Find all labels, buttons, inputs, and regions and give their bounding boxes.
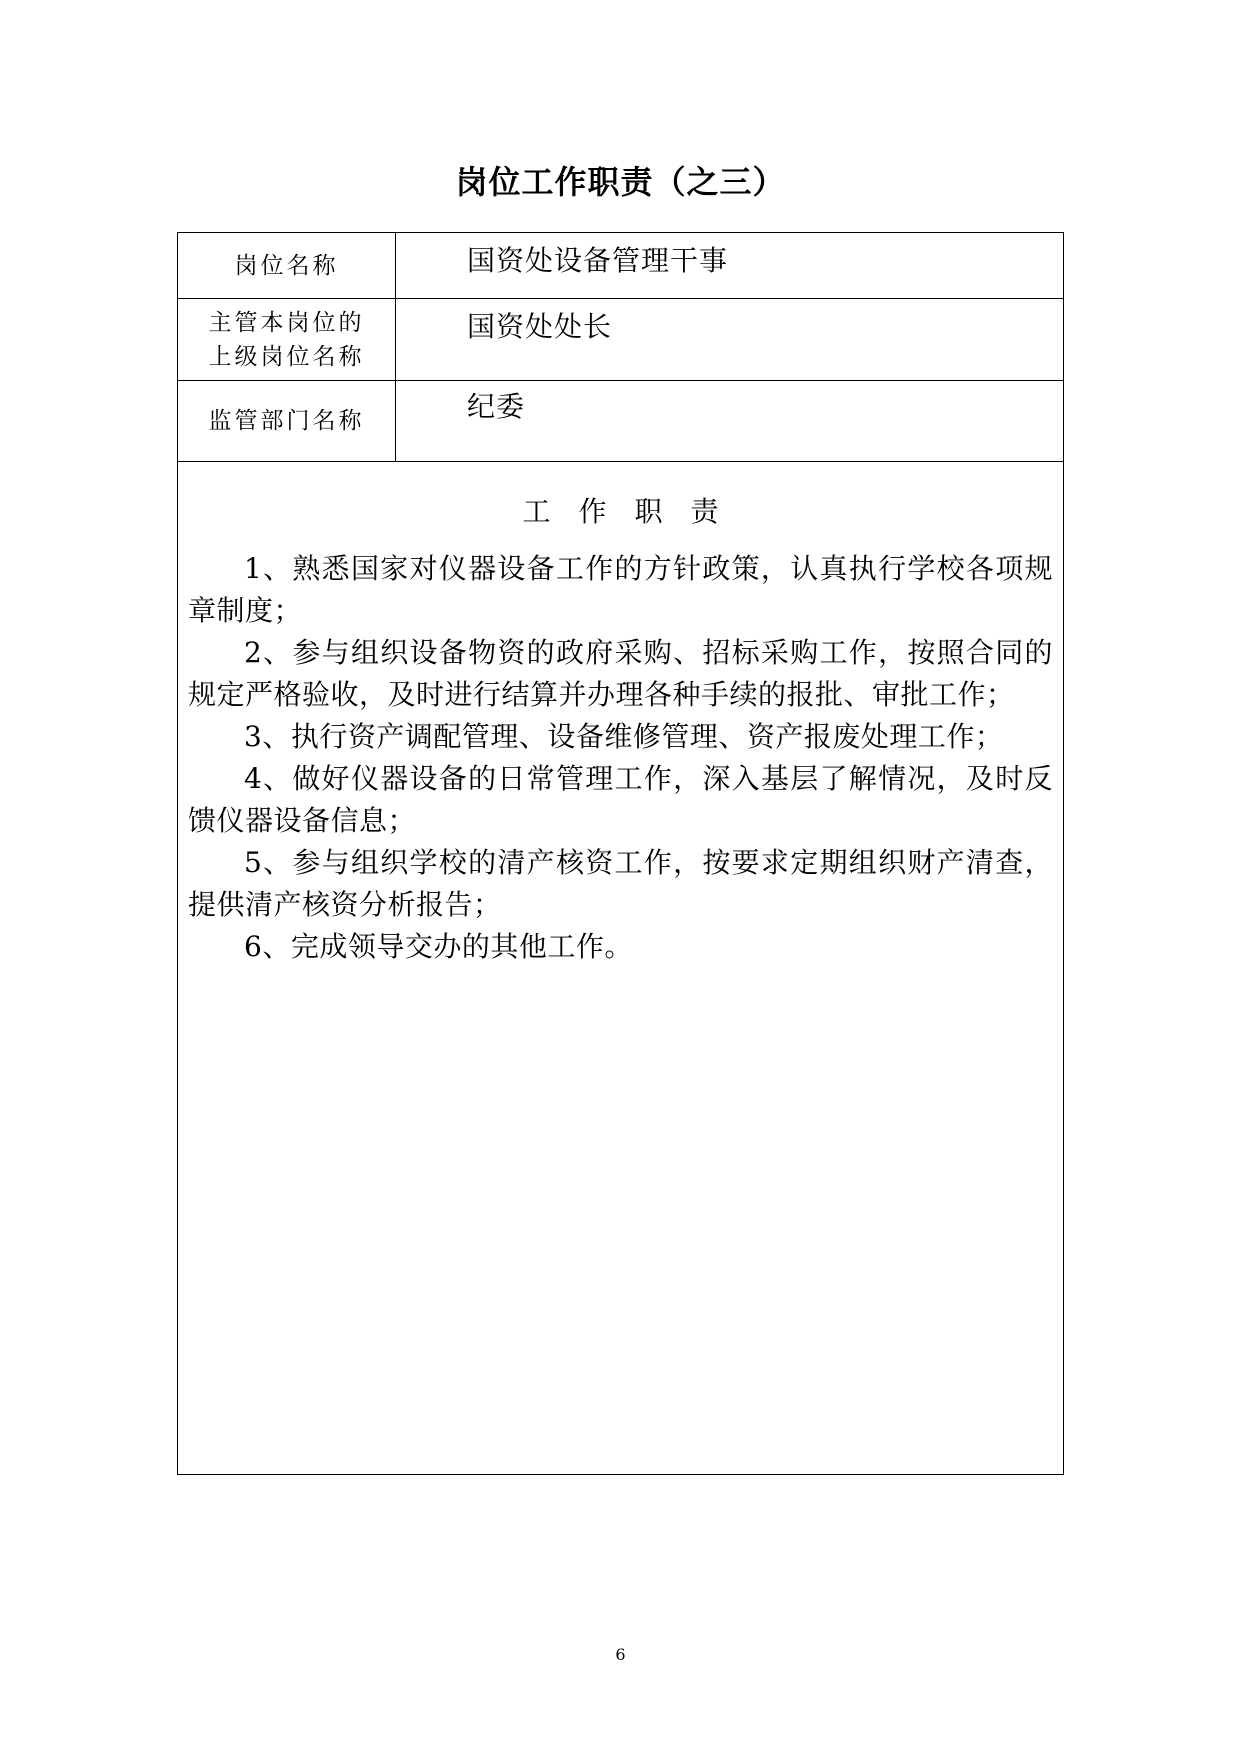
- page-title: 岗位工作职责（之三）: [455, 163, 786, 201]
- duties-heading: 工作职责: [522, 495, 747, 528]
- table-row-oversight-department: [178, 381, 1063, 462]
- oversight-department-label: 监管部门名称: [178, 381, 396, 461]
- position-name-value: 国资处设备管理干事: [467, 244, 729, 277]
- duty-item: 5、参与组织学校的清产核资工作，按要求定期组织财产清查，提供清产核资分析报告；: [188, 846, 1053, 921]
- duty-item: 3、执行资产调配管理、设备维修管理、资产报废处理工作；: [244, 720, 1004, 753]
- oversight-department-value: 纪委: [467, 390, 526, 423]
- duty-list: [188, 548, 1053, 968]
- duty-item: 6、完成领导交办的其他工作。: [244, 930, 633, 963]
- duty-item: 1、熟悉国家对仪器设备工作的方针政策，认真执行学校各项规章制度；: [188, 552, 1053, 627]
- page-number: 6: [615, 1645, 626, 1664]
- position-info-table: [177, 232, 1064, 1475]
- duty-item: 4、做好仪器设备的日常管理工作，深入基层了解情况，及时反馈仪器设备信息；: [188, 762, 1053, 837]
- supervisor-position-label: [178, 299, 396, 380]
- supervisor-label-line-1: 主管本岗位的: [208, 309, 365, 336]
- duties-section: [188, 462, 1053, 1474]
- supervisor-position-value: 国资处处长: [467, 310, 613, 343]
- supervisor-label-line-2: 上级岗位名称: [208, 343, 365, 370]
- duty-item: 2、参与组织设备物资的政府采购、招标采购工作，按照合同的规定严格验收，及时进行结算并办理各种手续的报批、审批工作；: [188, 636, 1053, 711]
- table-row-position-name: [178, 233, 1063, 299]
- table-row-supervisor-position: [178, 299, 1063, 381]
- position-name-label: 岗位名称: [178, 233, 396, 298]
